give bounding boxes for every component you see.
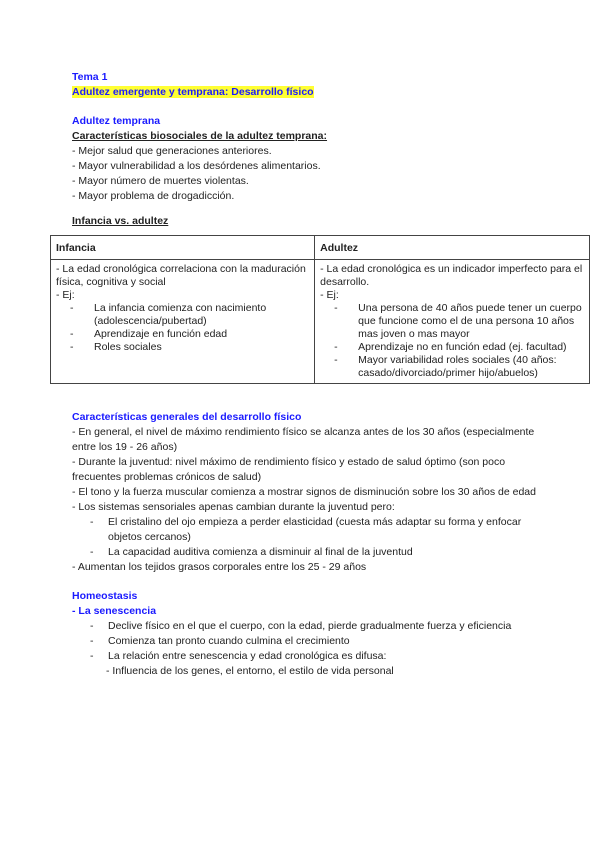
subheading-biosociales: Características biosociales de la adultez temprana: [72,130,328,142]
list-item: - La relación entre senescencia y edad cronológica es difusa: [90,650,387,662]
list-item: - Mejor salud que generaciones anteriores. [72,145,272,157]
list-item: - El cristalino del ojo empieza a perder elasticidad (cuesta más adaptar su forma y enfocar objetos cercanos) [90,516,522,543]
paragraph: - Durante la juventud: nivel máximo de rendimiento físico y estado de salud óptimo (son poco frecuentes problemas crónicos de salud) [72,456,506,483]
list-item: - Mayor variabilidad roles sociales (40 años: casado/divorciado/primer hijo/abuelos) [334,354,557,379]
table-header-adultez: Adultez [315,236,590,260]
comparison-heading: Infancia vs. adultez [72,215,169,227]
paragraph: - El tono y la fuerza muscular comienza a mostrar signos de disminución sobre los 30 años de edad [72,486,536,498]
list-item: - Aprendizaje no en función edad (ej. facultad) [334,341,567,353]
section-heading-adultez-temprana: Adultez temprana [72,115,161,127]
paragraph: - En general, el nivel de máximo rendimiento físico se alcanza antes de los 30 años (especialmente entre los 19 - 26 años) [72,426,535,453]
paragraph: - Los sistemas sensoriales apenas cambian durante la juventud pero: [72,501,395,513]
list-item: - La capacidad auditiva comienza a disminuir al final de la juventud [90,546,413,558]
subheading-senescencia: - La senescencia [72,605,157,617]
cell-text: - La edad cronológica correlaciona con la maduración física, cognitiva y social [56,263,306,288]
list-item: - Mayor número de muertes violentas. [72,175,249,187]
comparison-table [50,235,590,384]
document-page [56,70,583,679]
list-item: - Mayor vulnerabilidad a los desórdenes alimentarios. [72,160,321,172]
list-item: - Declive físico en el que el cuerpo, con la edad, pierde gradualmente fuerza y eficiencia [90,620,512,632]
list-item: - Aprendizaje en función edad [70,328,228,340]
list-item: - Roles sociales [70,341,162,353]
table-header-infancia: Infancia [51,236,315,260]
document-title: Adultez emergente y temprana: Desarrollo físico [72,86,314,98]
table-cell-infancia [51,260,315,384]
paragraph: - Aumentan los tejidos grasos corporales entre los 25 - 29 años [72,561,367,573]
cell-text: - La edad cronológica es un indicador imperfecto para el desarrollo. [320,263,583,288]
sub-list-item: - Influencia de los genes, el entorno, el estilo de vida personal [106,665,394,677]
section-heading-desarrollo: Características generales del desarrollo físico [72,411,302,423]
cell-text: - Ej: [56,289,75,301]
list-item: - La infancia comienza con nacimiento (adolescencia/pubertad) [70,302,267,327]
list-item: - Una persona de 40 años puede tener un cuerpo que funcione como el de una persona 10 años mas joven o mas mayor [334,302,582,340]
list-item: - Mayor problema de drogadicción. [72,190,235,202]
table-cell-adultez [315,260,590,384]
cell-text: - Ej: [320,289,339,301]
tema-label: Tema 1 [72,71,108,83]
list-item: - Comienza tan pronto cuando culmina el crecimiento [90,635,350,647]
section-heading-homeostasis: Homeostasis [72,590,138,602]
